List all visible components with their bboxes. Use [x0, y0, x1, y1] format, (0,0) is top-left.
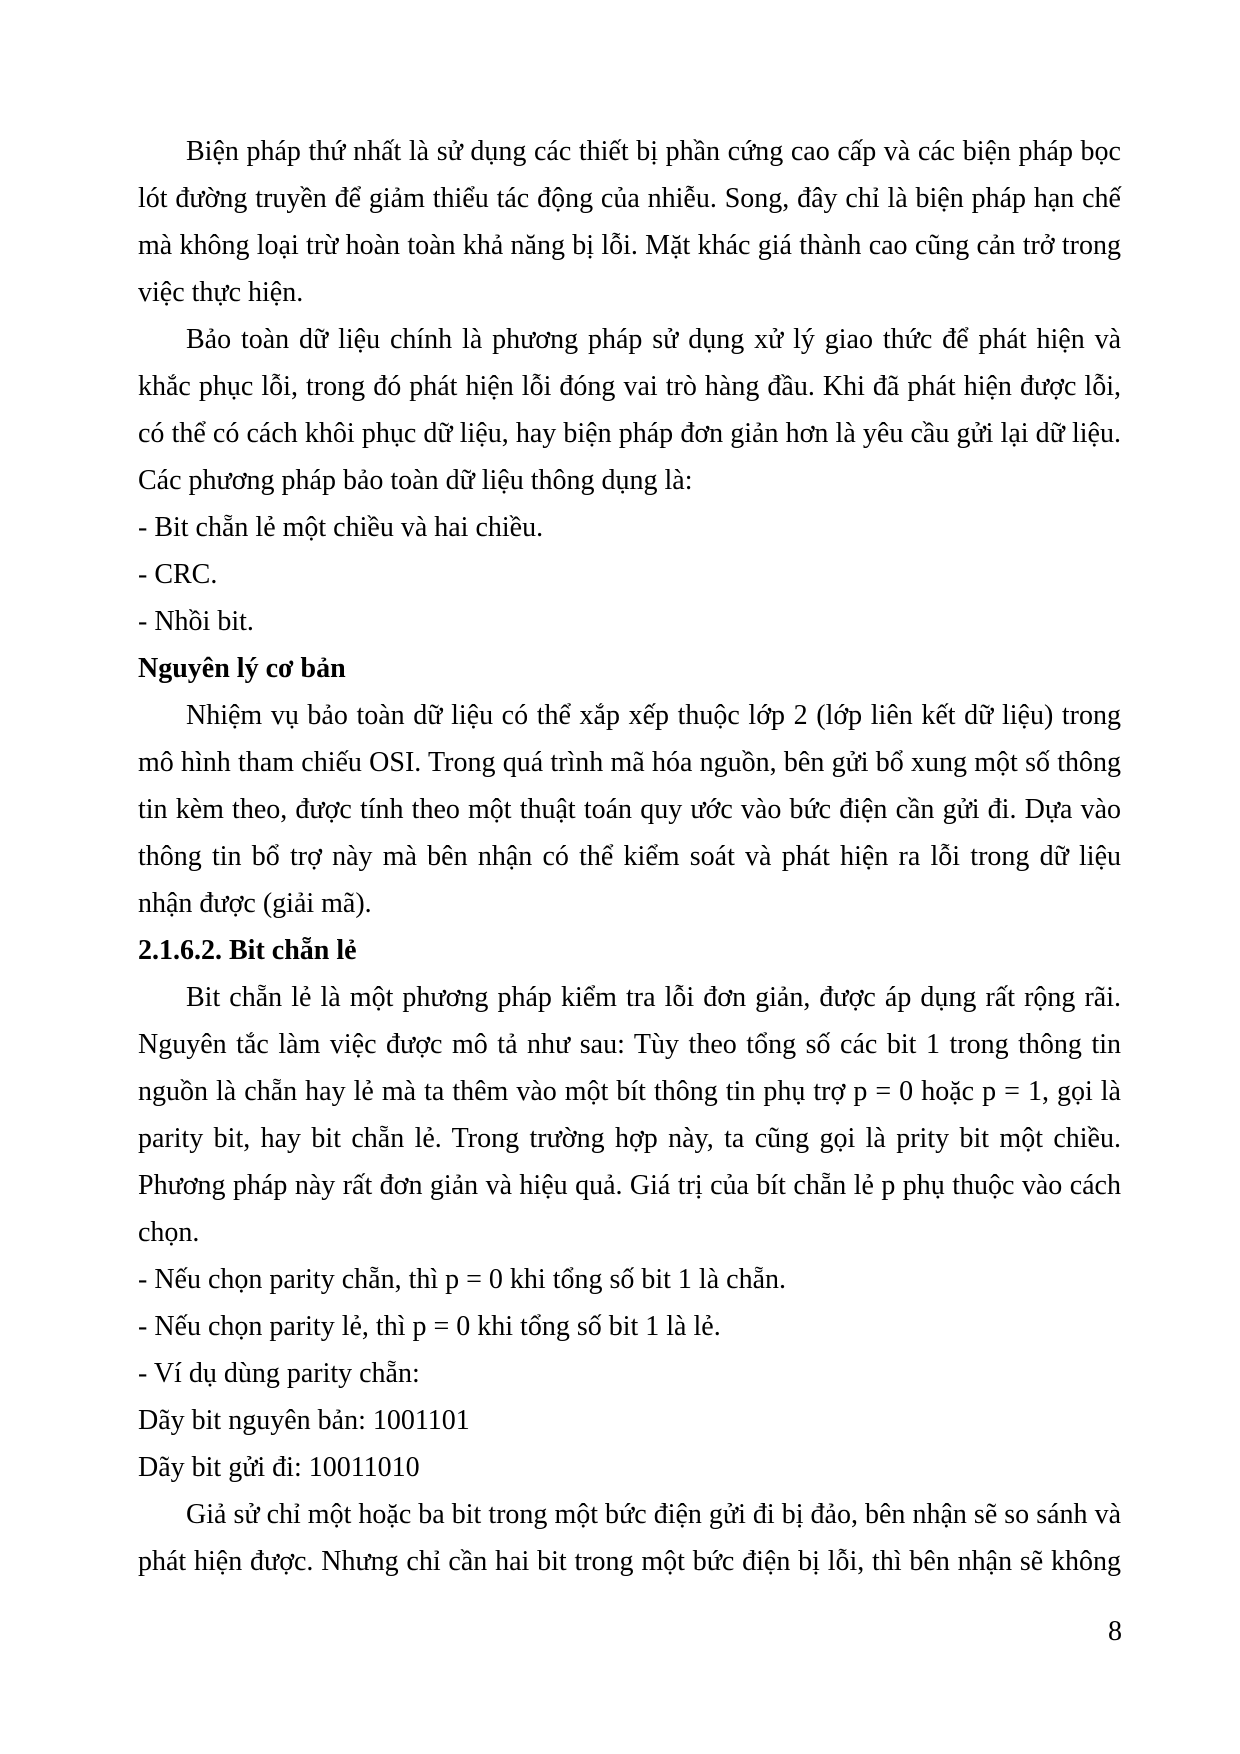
paragraph-osi-layer2: Nhiệm vụ bảo toàn dữ liệu có thể xắp xếp thuộc lớp 2 (lớp liên kết dữ liệu) trong mô hình tham chiếu OSI. Trong quá trình mã hóa nguồn, bên gửi bổ xung một số thông tin kèm theo, được tính theo một thuật toán quy ước vào bức điện cần gửi đi. Dựa vào thông tin bổ trợ này mà bên nhận có thể kiểm soát và phát hiện ra lỗi trong dữ liệu nhận được (giải mã).	[138, 700, 1121, 919]
heading-section-2-1-6-2: 2.1.6.2. Bit chẵn lẻ	[138, 935, 357, 966]
bit-sequence-sent: Dãy bit gửi đi: 10011010	[138, 1452, 420, 1483]
list-item-parity-bit: - Bit chẵn lẻ một chiều và hai chiều.	[138, 512, 544, 543]
paragraph-parity-bit-description: Bit chẵn lẻ là một phương pháp kiểm tra lỗi đơn giản, được áp dụng rất rộng rãi. Nguyên tắc làm việc được mô tả như sau: Tùy theo tổng số các bit 1 trong thông tin nguồn là chẵn hay lẻ mà ta thêm vào một bít thông tin phụ trợ p = 0 hoặc p = 1, gọi là parity bit, hay bit chẵn lẻ. Trong trường hợp này, ta cũng gọi là prity bit một chiều. Phương pháp này rất đơn giản và hiệu quả. Giá trị của bít chẵn lẻ p phụ thuộc vào cách chọn.	[138, 982, 1121, 1248]
list-item-odd-parity: - Nếu chọn parity lẻ, thì p = 0 khi tổng số bit 1 là lẻ.	[138, 1311, 721, 1342]
list-item-even-parity: - Nếu chọn parity chẵn, thì p = 0 khi tổng số bit 1 là chẵn.	[138, 1264, 786, 1295]
paragraph-hardware-measures: Biện pháp thứ nhất là sử dụng các thiết bị phần cứng cao cấp và các biện pháp bọc lót đường truyền để giảm thiểu tác động của nhiễu. Song, đây chỉ là biện pháp hạn chế mà không loại trừ hoàn toàn khả năng bị lỗi. Mặt khác giá thành cao cũng cản trở trong việc thực hiện.	[138, 136, 1121, 308]
paragraph-error-detection-limit: Giả sử chỉ một hoặc ba bit trong một bức điện gửi đi bị đảo, bên nhận sẽ so sánh và phát hiện được. Nhưng chỉ cần hai bit trong một bức điện bị lỗi, thì bên nhận sẽ không	[138, 1499, 1121, 1577]
list-item-parity-example: - Ví dụ dùng parity chẵn:	[138, 1358, 420, 1389]
list-item-crc: - CRC.	[138, 559, 218, 590]
page-number: 8	[1108, 1616, 1122, 1647]
heading-basic-principle: Nguyên lý cơ bản	[138, 653, 346, 684]
list-item-bit-stuffing: - Nhồi bit.	[138, 606, 254, 637]
paragraph-data-integrity-intro: Bảo toàn dữ liệu chính là phương pháp sử dụng xử lý giao thức để phát hiện và khắc phục lỗi, trong đó phát hiện lỗi đóng vai trò hàng đầu. Khi đã phát hiện được lỗi, có thể có cách khôi phục dữ liệu, hay biện pháp đơn giản hơn là yêu cầu gửi lại dữ liệu. Các phương pháp bảo toàn dữ liệu thông dụng là:	[138, 324, 1121, 496]
bit-sequence-original: Dãy bit nguyên bản: 1001101	[138, 1405, 470, 1436]
document-body	[138, 128, 1121, 1585]
